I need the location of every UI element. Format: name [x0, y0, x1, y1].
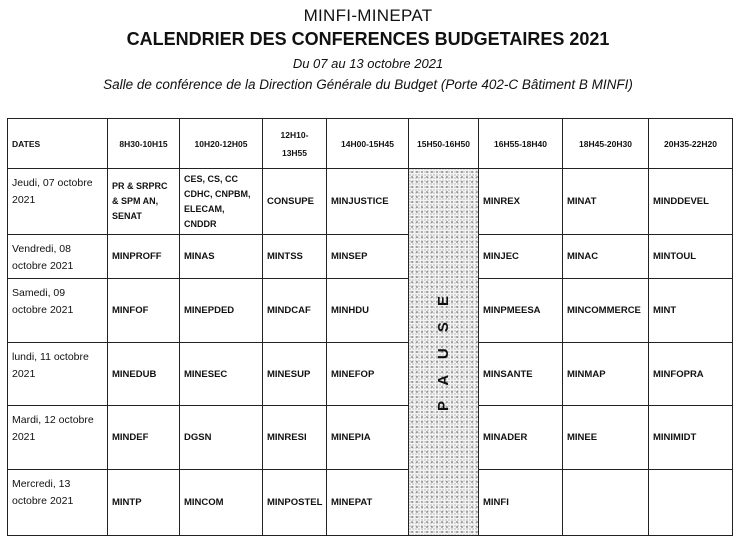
table-row [8, 405, 733, 469]
header-slot [263, 119, 327, 169]
schedule-cell: MINESUP [263, 343, 327, 405]
header-slot: 16H55-18H40 [479, 119, 563, 169]
schedule-cell: MINIMIDT [649, 405, 733, 469]
schedule-cell: MINFI [479, 469, 563, 535]
schedule-cell: MINTOUL [649, 235, 733, 279]
schedule-cell: MINEPDED [180, 279, 263, 343]
schedule-cell: DGSN [180, 405, 263, 469]
schedule-cell: MINDEF [108, 405, 180, 469]
schedule-cell: MINT [649, 279, 733, 343]
header-slot: 14H00-15H45 [327, 119, 409, 169]
schedule-cell-empty [649, 469, 733, 535]
date-cell: Vendredi, 08 octobre 2021 [8, 235, 108, 279]
date-cell: Samedi, 09 octobre 2021 [8, 279, 108, 343]
date-cell: lundi, 11 octobre 2021 [8, 343, 108, 405]
pause-label: P A U S E [435, 290, 452, 411]
header-slot: 15H50-16H50 [409, 119, 479, 169]
schedule-cell: MINPMEESA [479, 279, 563, 343]
schedule-cell: MINEPAT [327, 469, 409, 535]
schedule-cell: MINCOMMERCE [563, 279, 649, 343]
header-slot-label: 12H10- 13H55 [280, 129, 309, 158]
schedule-cell: MINJEC [479, 235, 563, 279]
header-dates: DATES [8, 119, 108, 169]
schedule-cell: MINCOM [180, 469, 263, 535]
schedule-cell: MINDCAF [263, 279, 327, 343]
table-row [8, 469, 733, 535]
schedule-cell-empty [563, 469, 649, 535]
table-row [8, 235, 733, 279]
schedule-cell: MINTSS [263, 235, 327, 279]
pause-cell [409, 169, 479, 536]
schedule-cell: MINAT [563, 169, 649, 235]
document-title: CALENDRIER DES CONFERENCES BUDGETAIRES 2021 [126, 29, 610, 49]
header-slot: 10H20-12H05 [180, 119, 263, 169]
schedule-cell: MINHDU [327, 279, 409, 343]
schedule-cell: CONSUPE [263, 169, 327, 235]
schedule-cell: MINAS [180, 235, 263, 279]
schedule-cell: MINFOPRA [649, 343, 733, 405]
header-slot: 8H30-10H15 [108, 119, 180, 169]
schedule-cell: MINTP [108, 469, 180, 535]
table-row [8, 279, 733, 343]
date-cell: Mercredi, 13 octobre 2021 [8, 469, 108, 535]
schedule-cell: MINPOSTEL [263, 469, 327, 535]
schedule-cell: MINSEP [327, 235, 409, 279]
header-slot: 18H45-20H30 [563, 119, 649, 169]
schedule-cell: MINESEC [180, 343, 263, 405]
schedule-cell: MINREX [479, 169, 563, 235]
schedule-cell: MINJUSTICE [327, 169, 409, 235]
document-venue: Salle de conférence de la Direction Générale du Budget (Porte 402-C Bâtiment B MINFI) [103, 77, 633, 92]
schedule-cell: CES, CS, CC CDHC, CNPBM, ELECAM, CNDDR [180, 169, 263, 235]
table-header-row [8, 119, 733, 169]
schedule-cell: MINPROFF [108, 235, 180, 279]
schedule-cell: PR & SRPRC & SPM AN, SENAT [108, 169, 180, 235]
schedule-cell: MINEDUB [108, 343, 180, 405]
schedule-cell: MINEPIA [327, 405, 409, 469]
table-row [8, 343, 733, 405]
date-cell: Jeudi, 07 octobre 2021 [8, 169, 108, 235]
schedule-cell: MINFOF [108, 279, 180, 343]
schedule-cell: MINEFOP [327, 343, 409, 405]
date-cell: Mardi, 12 octobre 2021 [8, 405, 108, 469]
table-row [8, 169, 733, 235]
header-slot: 20H35-22H20 [649, 119, 733, 169]
schedule-cell: MINMAP [563, 343, 649, 405]
schedule-cell: MINSANTE [479, 343, 563, 405]
document-date-range: Du 07 au 13 octobre 2021 [292, 56, 444, 71]
schedule-cell: MINADER [479, 405, 563, 469]
document-org: MINFI-MINEPAT [303, 6, 433, 25]
schedule-cell: MINDDEVEL [649, 169, 733, 235]
schedule-cell: MINAC [563, 235, 649, 279]
schedule-cell: MINEE [563, 405, 649, 469]
schedule-cell: MINRESI [263, 405, 327, 469]
schedule-table [7, 118, 733, 536]
